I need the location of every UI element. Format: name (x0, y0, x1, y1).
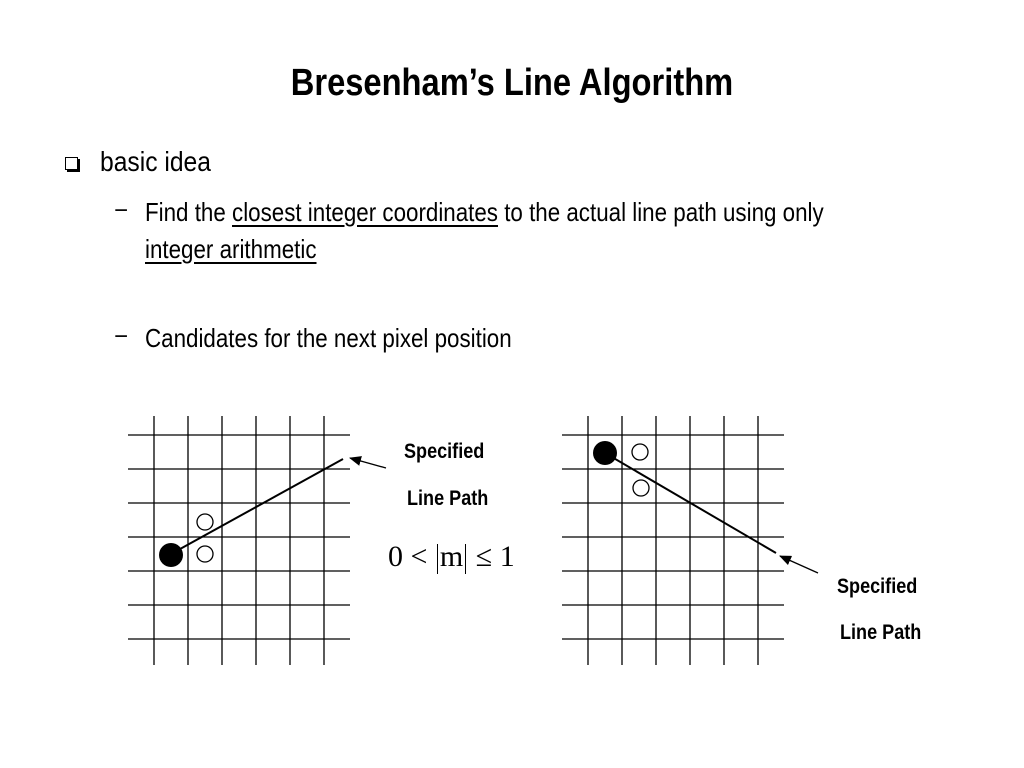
left-label-line2: Line Path (407, 487, 489, 510)
left-grid (128, 416, 350, 665)
left-candidate-upper (197, 514, 213, 530)
left-line-path (171, 459, 343, 554)
sub-bullet-candidates: Candidates for the next pixel position (145, 323, 512, 353)
right-label-arrow (780, 556, 818, 573)
right-candidate-lower (633, 480, 649, 496)
slope-formula (388, 540, 515, 574)
formula-right: ≤ 1 (475, 540, 515, 573)
underlined-integer-arithmetic: integer arithmetic (145, 234, 317, 264)
sub-bullet-text-b: to the actual line path using only (498, 197, 824, 227)
formula-left: 0 < (388, 540, 428, 573)
slide-title: Bresenham’s Line Algorithm (290, 62, 734, 104)
left-current-pixel (159, 543, 183, 567)
left-candidate-lower (197, 546, 213, 562)
sub-bullet-text-a: Find the (145, 197, 233, 227)
right-candidate-upper (632, 444, 648, 460)
dash-bullet-1: − (114, 197, 129, 224)
bullet-basic-idea: basic idea (100, 146, 211, 177)
left-label-arrow (350, 458, 386, 468)
dash-bullet-2: − (114, 323, 129, 350)
underlined-closest-integer-coordinates: closest integer coordinates (232, 197, 499, 227)
formula-var: m (439, 540, 464, 573)
right-current-pixel (593, 441, 617, 465)
left-label-line1: Specified (404, 440, 485, 463)
right-label-line2: Line Path (840, 621, 922, 644)
right-label-line1: Specified (837, 575, 918, 598)
